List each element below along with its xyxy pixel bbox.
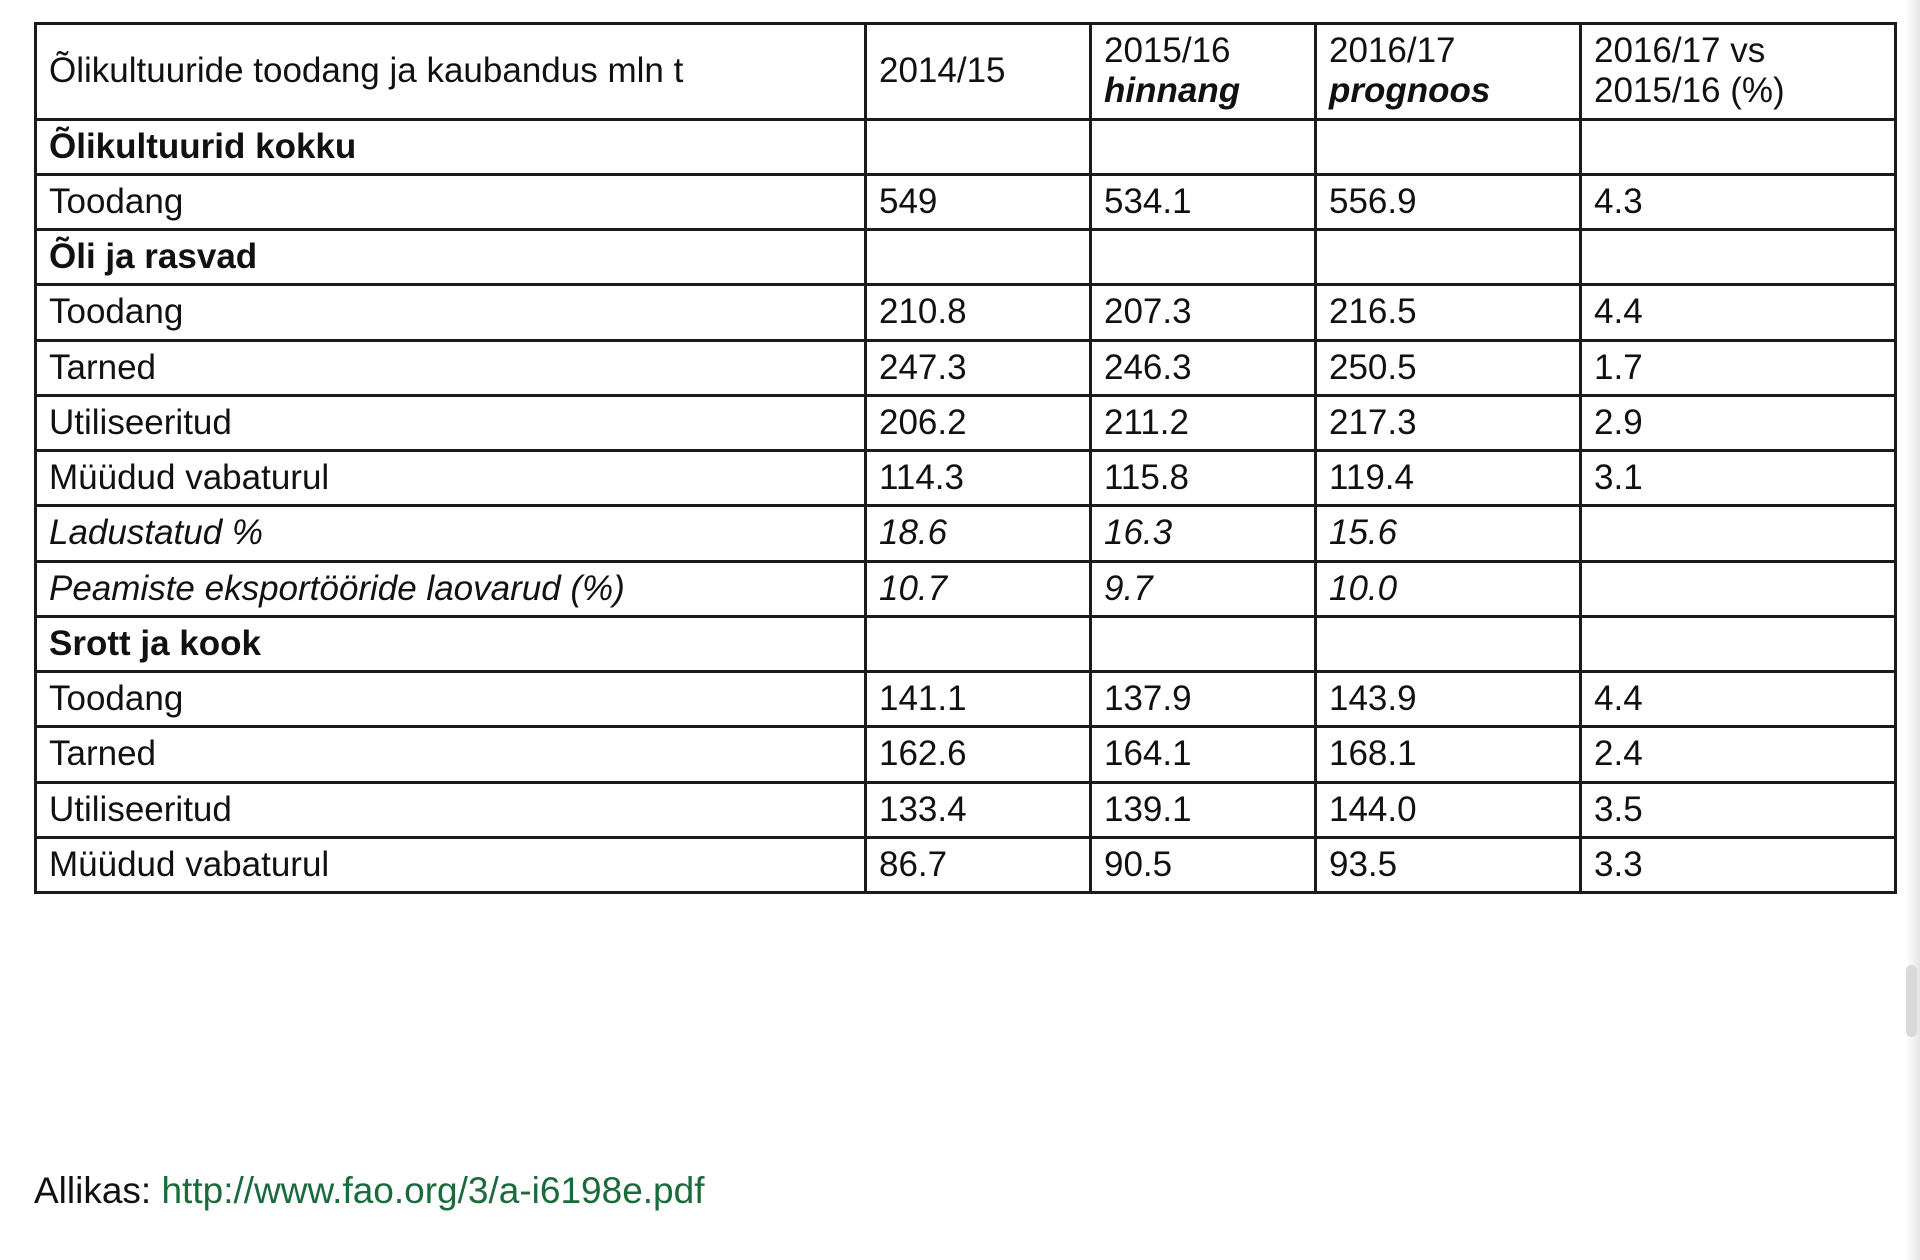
cell-v4 [1581,616,1896,671]
cell-v3: 556.9 [1316,174,1581,229]
cell-v2: 246.3 [1091,340,1316,395]
cell-v4: 1.7 [1581,340,1896,395]
cell-v2: 534.1 [1091,174,1316,229]
cell-v2: 137.9 [1091,672,1316,727]
source-label: Allikas: [34,1170,152,1211]
cell-v1 [866,230,1091,285]
cell-v2: 211.2 [1091,395,1316,450]
table-row [36,782,1896,837]
cell-v1: 141.1 [866,672,1091,727]
cell-v1: 162.6 [866,727,1091,782]
cell-v3: 217.3 [1316,395,1581,450]
source-line [34,1170,705,1212]
cell-v2 [1091,119,1316,174]
cell-v3 [1316,616,1581,671]
cell-v2 [1091,616,1316,671]
header-col-comparison-line1: 2016/17 vs [1594,31,1766,70]
table-row [36,561,1896,616]
cell-v4 [1581,119,1896,174]
cell-v4: 4.3 [1581,174,1896,229]
header-col-2016-17-note: prognoos [1329,71,1491,111]
row-label: Õlikultuurid kokku [36,119,866,174]
table-row [36,174,1896,229]
cell-v2: 9.7 [1091,561,1316,616]
cell-v1: 210.8 [866,285,1091,340]
cell-v2: 164.1 [1091,727,1316,782]
table-row [36,285,1896,340]
cell-v3: 119.4 [1316,451,1581,506]
row-label: Müüdud vabaturul [36,837,866,892]
row-label: Srott ja kook [36,616,866,671]
source-link[interactable]: http://www.fao.org/3/a-i6198e.pdf [161,1170,705,1211]
cell-v4: 2.9 [1581,395,1896,450]
cell-v4: 4.4 [1581,285,1896,340]
table-row [36,451,1896,506]
cell-v3: 168.1 [1316,727,1581,782]
cell-v2: 139.1 [1091,782,1316,837]
row-label: Müüdud vabaturul [36,451,866,506]
cell-v4: 4.4 [1581,672,1896,727]
cell-v3: 15.6 [1316,506,1581,561]
cell-v3: 143.9 [1316,672,1581,727]
header-col-comparison-line2: 2015/16 (%) [1594,71,1785,111]
cell-v4 [1581,506,1896,561]
row-label: Õli ja rasvad [36,230,866,285]
row-label: Tarned [36,340,866,395]
cell-v2: 115.8 [1091,451,1316,506]
table-row [36,119,1896,174]
cell-v1: 206.2 [866,395,1091,450]
header-col-2015-16-year: 2015/16 [1104,31,1231,70]
cell-v1 [866,119,1091,174]
header-title: Õlikultuuride toodang ja kaubandus mln t [36,24,866,120]
row-label: Utiliseeritud [36,782,866,837]
table-row [36,395,1896,450]
cell-v4: 3.3 [1581,837,1896,892]
cell-v3 [1316,119,1581,174]
table-row [36,672,1896,727]
page-edge-shadow [1906,0,1920,1260]
cell-v2 [1091,230,1316,285]
table-row [36,616,1896,671]
cell-v3 [1316,230,1581,285]
cell-v4: 3.5 [1581,782,1896,837]
row-label: Ladustatud % [36,506,866,561]
table-row [36,727,1896,782]
cell-v3: 10.0 [1316,561,1581,616]
cell-v1: 114.3 [866,451,1091,506]
cell-v1: 549 [866,174,1091,229]
table-row [36,837,1896,892]
cell-v4: 3.1 [1581,451,1896,506]
cell-v1: 247.3 [866,340,1091,395]
cell-v1 [866,616,1091,671]
cell-v4 [1581,230,1896,285]
row-label: Toodang [36,174,866,229]
cell-v3: 93.5 [1316,837,1581,892]
cell-v2: 16.3 [1091,506,1316,561]
cell-v3: 144.0 [1316,782,1581,837]
table-body [36,119,1896,893]
scrollbar-thumb[interactable] [1906,965,1917,1037]
row-label: Utiliseeritud [36,395,866,450]
table-row [36,506,1896,561]
header-col-2016-17 [1316,24,1581,120]
row-label: Toodang [36,285,866,340]
table-row [36,230,1896,285]
cell-v1: 86.7 [866,837,1091,892]
header-col-comparison [1581,24,1896,120]
cell-v4: 2.4 [1581,727,1896,782]
row-label: Tarned [36,727,866,782]
cell-v2: 207.3 [1091,285,1316,340]
cell-v2: 90.5 [1091,837,1316,892]
row-label: Peamiste eksportööride laovarud (%) [36,561,866,616]
cell-v1: 10.7 [866,561,1091,616]
header-col-2015-16-note: hinnang [1104,71,1241,111]
cell-v3: 216.5 [1316,285,1581,340]
cell-v1: 18.6 [866,506,1091,561]
header-col-2014-15 [866,24,1091,120]
header-col-2016-17-year: 2016/17 [1329,31,1456,70]
oilseed-production-table [34,22,1897,894]
table-header [36,24,1896,120]
table-row [36,340,1896,395]
header-col-2015-16 [1091,24,1316,120]
row-label: Toodang [36,672,866,727]
cell-v4 [1581,561,1896,616]
cell-v1: 133.4 [866,782,1091,837]
cell-v3: 250.5 [1316,340,1581,395]
header-col-2014-15-text: 2014/15 [879,51,1006,91]
table-container [34,22,1900,894]
table-header-row [36,24,1896,120]
